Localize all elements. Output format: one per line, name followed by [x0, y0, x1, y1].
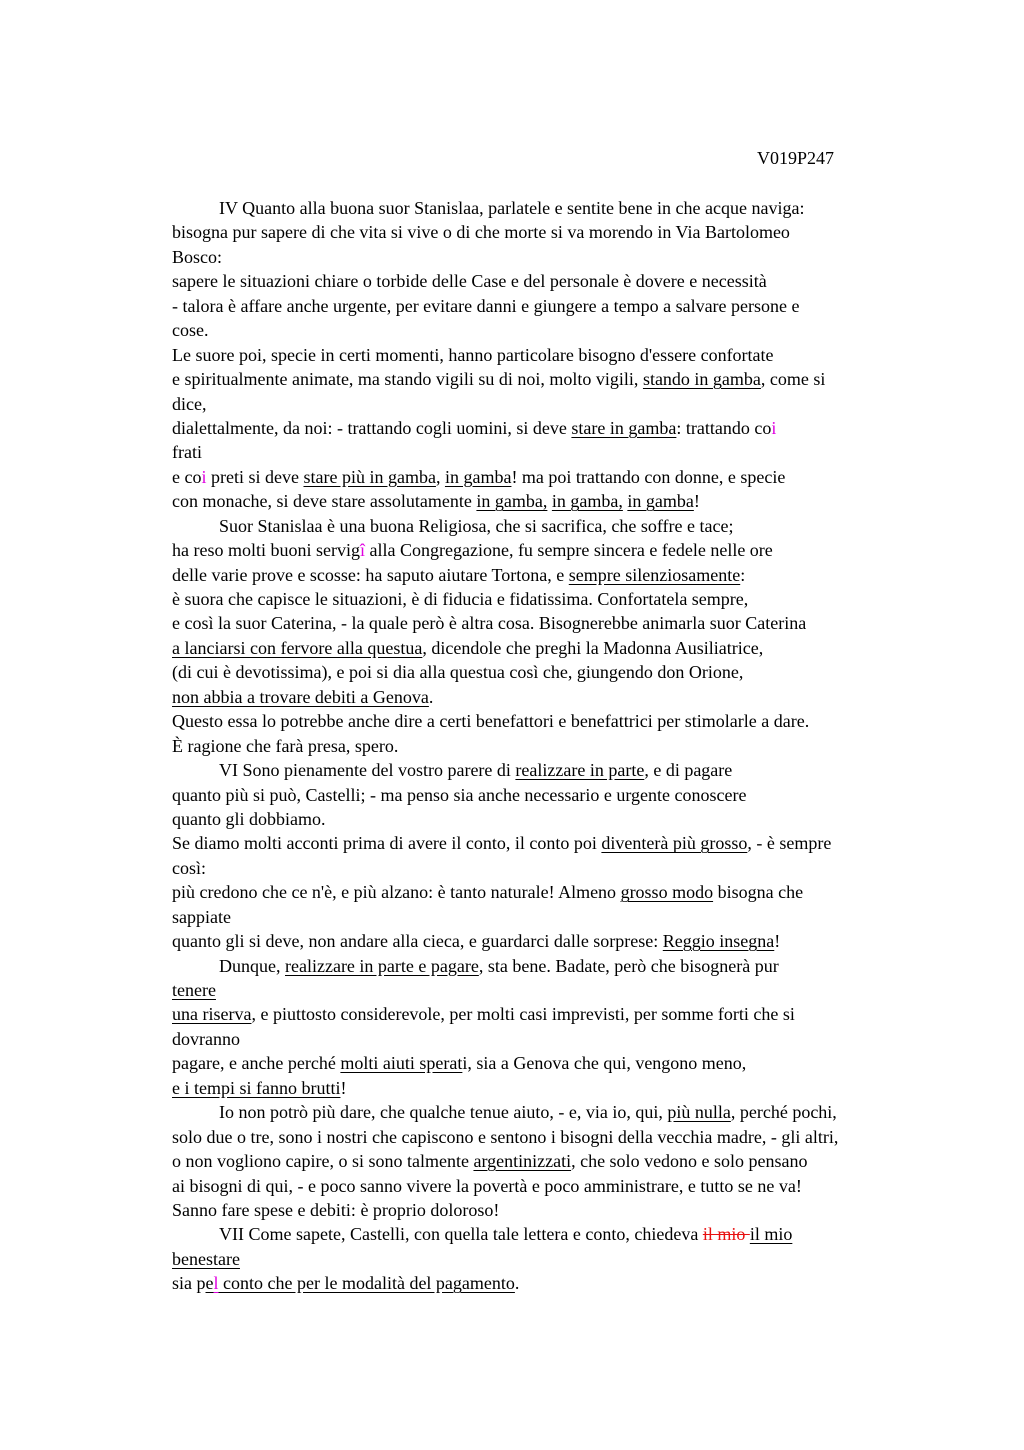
text-line — [172, 611, 972, 635]
text-segment: - talora è affare anche urgente, per evitare danni e giungere a tempo a salvare persone e — [172, 295, 800, 316]
text-line — [172, 294, 972, 318]
correction-mark: i — [201, 466, 207, 487]
underlined-text: benestare — [172, 1248, 240, 1269]
underlined-text: e — [205, 1273, 214, 1294]
text-segment: è suora che capisce le situazioni, è di fiducia e fidatissima. Confortatela sempre, — [172, 589, 749, 609]
text-segment: quanto gli dobbiamo. — [172, 808, 326, 829]
underlined-text: in gamba — [627, 491, 694, 512]
text-line — [172, 416, 972, 440]
text-segment: dialettalmente, da noi: - trattando cogli uomini, si deve — [172, 417, 572, 438]
text-segment: , — [435, 466, 445, 487]
text-segment: quanto gli si deve, non andare alla cieca, e guardarci dalle sorprese: — [172, 931, 663, 952]
underlined-text: stare in gamba — [571, 417, 677, 438]
text-line — [172, 1076, 972, 1100]
text-segment: con monache, si deve stare assolutamente — [172, 491, 477, 512]
text-segment: , e di pagare — [644, 760, 733, 781]
text-line — [172, 220, 972, 244]
text-segment: ai bisogni di qui, - e poco sanno vivere la povertà e poco amministrare, e tutto se ne va! — [172, 1175, 802, 1196]
text-segment: dovranno — [172, 1028, 240, 1049]
text-line — [172, 514, 972, 538]
underlined-text: molti aiuti sperat — [340, 1053, 463, 1074]
text-line — [172, 1100, 972, 1124]
text-segment: , e piuttosto considerevole, per molti casi imprevisti, per somme forti che si — [251, 1004, 795, 1025]
underlined-text: in gamba — [444, 466, 512, 487]
text-segment: VII Come sapete, Castelli, con quella tale lettera e conto, chiedeva — [219, 1224, 703, 1245]
text-line — [172, 367, 972, 391]
letter-body — [172, 196, 972, 1296]
text-segment: Le suore poi, specie in certi momenti, hanno particolare bisogno d'essere confortate — [172, 344, 774, 365]
text-segment: ! — [693, 491, 700, 512]
text-line — [172, 440, 972, 464]
text-segment: solo due o tre, sono i nostri che capiscono e sentono i bisogni della vecchia madre, - gli altri, — [172, 1126, 839, 1147]
text-line — [172, 587, 972, 611]
underlined-text: stare più in gamba — [303, 466, 436, 487]
text-segment: quanto più si può, Castelli; - ma penso sia anche necessario e urgente conoscere — [172, 784, 747, 805]
underlined-text: argentinizzati — [473, 1151, 572, 1172]
text-segment: . — [514, 1273, 520, 1294]
text-segment: Bosco: — [172, 246, 223, 267]
text-segment: preti si deve — [206, 466, 304, 487]
text-segment: , come si — [760, 369, 826, 390]
text-line — [172, 660, 972, 684]
text-segment: (di cui è devotissima), e poi si dia alla questua così che, giungendo don Orione, — [172, 662, 744, 683]
text-segment: È ragione che farà presa, spero. — [172, 735, 399, 756]
text-segment: VI Sono pienamente del vostro parere di — [219, 760, 516, 781]
text-segment: e co — [172, 466, 202, 487]
text-line — [172, 1149, 972, 1173]
underlined-text: in gamba, — [551, 491, 623, 512]
text-segment: sappiate — [172, 906, 231, 927]
text-segment: i, sia a Genova che qui, vengono meno, — [462, 1053, 747, 1074]
text-segment: Sanno fare spese e debiti: è proprio doloroso! — [172, 1199, 500, 1220]
text-line — [172, 563, 972, 587]
text-segment: , sta bene. Badate, però che bisognerà pur — [478, 955, 779, 976]
struck-text: il mio — [702, 1224, 750, 1245]
text-line — [172, 1247, 972, 1271]
underlined-text: Reggio insegna — [662, 931, 775, 952]
underlined-text: grosso modo — [620, 882, 714, 903]
text-segment: Questo essa lo potrebbe anche dire a certi benefattori e benefattrici per stimolarle a dare. — [172, 711, 810, 732]
document-id: V019P247 — [757, 148, 835, 168]
text-line — [172, 269, 972, 293]
text-line — [172, 245, 972, 269]
text-line — [172, 685, 972, 709]
text-line — [172, 538, 972, 562]
text-line — [172, 1222, 972, 1246]
underlined-text: una riserva — [172, 1004, 252, 1025]
text-line — [172, 343, 972, 367]
text-line — [172, 1125, 972, 1149]
text-segment: ! ma poi trattando con donne, e specie — [511, 466, 786, 487]
text-segment: più credono che ce n'è, e più alzano: è tanto naturale! Almeno — [172, 882, 621, 903]
text-segment: . — [428, 686, 434, 707]
underlined-text: e i tempi si fanno brutti — [172, 1077, 341, 1098]
text-segment: cose. — [172, 320, 209, 341]
text-line — [172, 831, 972, 855]
text-line — [172, 1198, 972, 1222]
text-segment: Se diamo molti acconti prima di avere il conto, il conto poi — [172, 833, 602, 854]
text-segment: , - è sempre — [747, 833, 832, 854]
text-segment: e spiritualmente animate, ma stando vigili su di noi, molto vigili, — [172, 369, 643, 390]
text-line — [172, 1174, 972, 1198]
text-line — [172, 734, 972, 758]
underlined-text: stando in gamba — [642, 369, 761, 390]
text-line — [172, 783, 972, 807]
text-segment: , che solo vedono e solo pensano — [571, 1151, 808, 1172]
text-segment: o non vogliono capire, o si sono talmente — [172, 1151, 474, 1172]
underlined-text: realizzare in parte e pagare — [285, 955, 479, 976]
text-line — [172, 196, 972, 220]
text-line — [172, 318, 972, 342]
text-segment: Io non potrò più dare, che qualche tenue aiuto, - e, via io, qui, — [219, 1102, 668, 1123]
text-line — [172, 929, 972, 953]
underlined-text: a lanciarsi con fervore alla questua — [172, 637, 423, 658]
text-segment: bisogna che — [713, 882, 804, 903]
underlined-text: più nulla — [667, 1102, 731, 1123]
text-line — [172, 856, 972, 880]
text-line — [172, 807, 972, 831]
correction-mark: i — [771, 417, 777, 438]
text-segment: ! — [340, 1077, 347, 1098]
text-segment: , dicendole che preghi la Madonna Ausiliatrice, — [422, 637, 764, 658]
text-segment: e così la suor Caterina, - la quale però è altra cosa. Bisognerebbe animarla suor Caterina — [172, 613, 807, 634]
text-segment: IV Quanto alla buona suor Stanislaa, parlatele e sentite bene in che acque naviga: — [219, 198, 805, 218]
text-segment: sia p — [172, 1273, 206, 1294]
text-segment: delle varie prove e scosse: ha saputo aiutare Tortona, e — [172, 564, 569, 585]
text-line — [172, 1002, 972, 1026]
underlined-text: diventerà più grosso — [601, 833, 748, 854]
underlined-text: l — [213, 1273, 219, 1294]
text-segment: Dunque, — [219, 955, 285, 976]
text-segment: ha reso molti buoni servig — [172, 540, 360, 561]
text-line — [172, 1271, 972, 1295]
text-segment: Suor Stanislaa è una buona Religiosa, che si sacrifica, che soffre e tace; — [219, 515, 734, 536]
text-segment: ! — [774, 931, 781, 952]
text-segment: pagare, e anche perché — [172, 1053, 341, 1074]
text-line — [172, 465, 972, 489]
text-line — [172, 905, 972, 929]
text-line — [172, 489, 972, 513]
text-line — [172, 954, 972, 978]
correction-mark: î — [359, 540, 365, 561]
text-line — [172, 758, 972, 782]
text-line — [172, 709, 972, 733]
underlined-text: sempre silenziosamente — [568, 564, 741, 585]
text-segment: sapere le situazioni chiare o torbide delle Case e del personale è dovere e necessità — [172, 271, 767, 292]
underlined-text: tenere — [172, 980, 216, 1000]
text-line — [172, 880, 972, 904]
underlined-text: realizzare in parte — [515, 760, 645, 781]
text-segment: , perché pochi, — [730, 1102, 837, 1123]
text-segment: bisogna pur sapere di che vita si vive o di che morte si va morendo in Via Bartolomeo — [172, 222, 790, 243]
underlined-text: in gamba, — [476, 491, 548, 512]
underlined-text: non abbia a trovare debiti a Genova — [172, 686, 429, 707]
underlined-text: il mio — [749, 1224, 793, 1245]
text-segment: frati — [172, 442, 202, 463]
text-line — [172, 636, 972, 660]
text-segment: : trattando co — [676, 417, 772, 438]
text-segment: alla Congregazione, fu sempre sincera e fedele nelle ore — [365, 540, 773, 561]
text-line — [172, 1027, 972, 1051]
text-line — [172, 1051, 972, 1075]
text-line — [172, 392, 972, 416]
text-segment: così: — [172, 857, 206, 878]
text-segment: dice, — [172, 393, 207, 414]
text-line — [172, 978, 972, 1002]
text-segment: : — [740, 564, 746, 585]
underlined-text: conto che per le modalità del pagamento — [218, 1273, 515, 1294]
